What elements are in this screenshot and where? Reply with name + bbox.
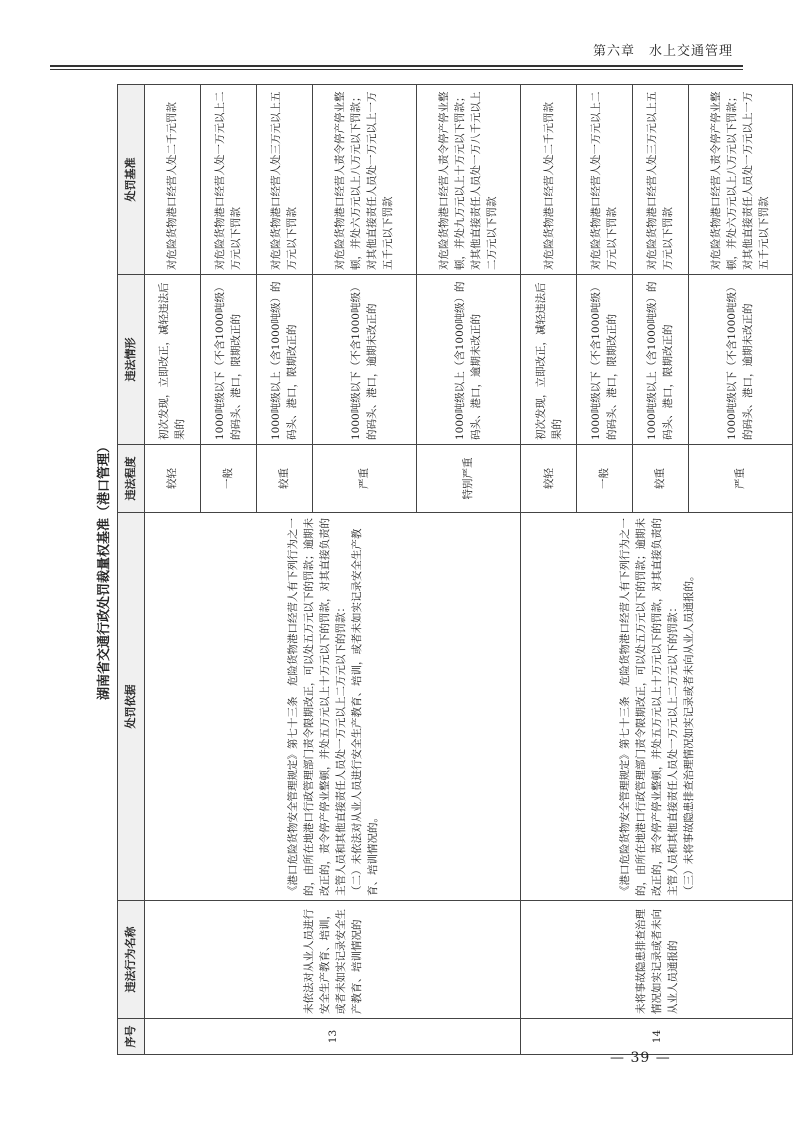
header-standard: 处罚基准 [118,85,145,275]
standard-cell: 对危险货物港口经营人处三万元以上五万元以下罚款 [632,85,688,275]
circumstance-cell: 初次发现，立即改正，减轻违法后果的 [145,275,201,445]
table-title: 湖南省交通行政处罚裁量权基准（港口管理） [97,440,112,701]
standard-cell: 对危险货物港口经营人处二千元罚款 [521,85,577,275]
penalty-basis [145,513,521,901]
degree-cell: 一般 [576,445,632,513]
standard-cell: 对危险货物港口经营人处三万元以上五万元以下罚款 [256,85,312,275]
circumstance-cell: 1000吨级以下（不含1000吨级）的码头、港口，逾期未改正的 [688,275,792,445]
circumstance-cell: 初次发现，立即改正，减轻违法后果的 [521,275,577,445]
row-number: 14 [521,1019,793,1055]
degree-cell: 特别严重 [416,445,520,513]
circumstance-cell: 1000吨级以上（含1000吨级）的码头、港口，逾期未改正的 [416,275,520,445]
chapter-header: 第六章 水上交通管理 [592,44,733,59]
header-basis: 处罚依据 [118,513,145,901]
circumstance-cell: 1000吨级以下（不含1000吨级）的码头、港口，限期改正的 [576,275,632,445]
penalty-standard-table [117,84,793,1055]
violation-name: 未依法对从业人员进行安全生产教育、培训，或者未如实记录安全生产教育、培训情况的 [145,901,521,1019]
page-number: — 39 — [610,1050,671,1066]
standard-cell: 对危险货物港口经营人处一万元以上二万元以下罚款 [200,85,256,275]
degree-cell: 较重 [632,445,688,513]
circumstance-cell: 1000吨级以下（不含1000吨级）的码头、港口，逾期未改正的 [312,275,416,445]
violation-name: 未将事故隐患排查治理情况如实记录或者未向从业人员通报的 [521,901,793,1019]
circumstance-cell: 1000吨级以上（含1000吨级）的码头、港口，限期改正的 [632,275,688,445]
row-number: 13 [145,1019,521,1055]
header-rule-thin [50,69,743,70]
standard-cell: 对危险货物港口经营人责令停产停业整顿，并处六万元以上八万元以下罚款；对其他直接责任人员处一万元以上一万五千元以下罚款 [688,85,792,275]
degree-cell: 较轻 [521,445,577,513]
table-row [145,85,201,1055]
basis-item: （二）未依法对从业人员进行安全生产教育、培训，或者未如实记录安全生产教育、培训情况的。 [350,528,379,896]
standard-cell: 对危险货物港口经营人处二千元罚款 [145,85,201,275]
header-no: 序号 [118,1019,145,1055]
degree-cell: 较轻 [145,445,201,513]
header-degree: 违法程度 [118,445,145,513]
table-header-row [118,85,145,1055]
header-name: 违法行为名称 [118,901,145,1019]
degree-cell: 较重 [256,445,312,513]
table-row [521,85,577,1055]
degree-cell: 严重 [312,445,416,513]
degree-cell: 严重 [688,445,792,513]
basis-text: 《港口危险货物安全管理规定》第七十三条 危险货物港口经营人有下列行为之一的，由所在地港口行政管理部门责令限期改正，可以处五万元以下的罚款；逾期未改正的，责令停产停业整顿，并处五万元以上十万元以下的罚款，对其直接负责的主管人员和其他直接责任人员处一万元以上二万元以下的罚款： [286,518,347,896]
header-circumstance: 违法情形 [118,275,145,445]
rotated-table-area [93,85,793,1055]
standard-cell: 对危险货物港口经营人责令停产停业整顿，并处九万元以上十万元以下罚款；对其他直接责任人员处一万八千元以上二万元以下罚款 [416,85,520,275]
circumstance-cell: 1000吨级以上（含1000吨级）的码头、港口，限期改正的 [256,275,312,445]
penalty-basis [521,513,793,901]
circumstance-cell: 1000吨级以下（不含1000吨级）的码头、港口，限期改正的 [200,275,256,445]
basis-item: （三）未将事故隐患排查治理情况如实记录或者未向从业人员通报的。 [682,570,695,896]
header-rule [50,65,743,67]
standard-cell: 对危险货物港口经营人处一万元以上二万元以下罚款 [576,85,632,275]
standard-cell: 对危险货物港口经营人责令停产停业整顿，并处六万元以上八万元以下罚款；对其他直接责任人员处一万元以上一万五千元以下罚款 [312,85,416,275]
basis-text: 《港口危险货物安全管理规定》第七十三条 危险货物港口经营人有下列行为之一的，由所在地港口行政管理部门责令限期改正，可以处五万元以下的罚款；逾期未改正的，责令停产停业整顿，并处五万元以上十万元以下的罚款，对其直接负责的主管人员和其他直接责任人员处一万元以上二万元以下的罚款： [618,518,679,896]
degree-cell: 一般 [200,445,256,513]
